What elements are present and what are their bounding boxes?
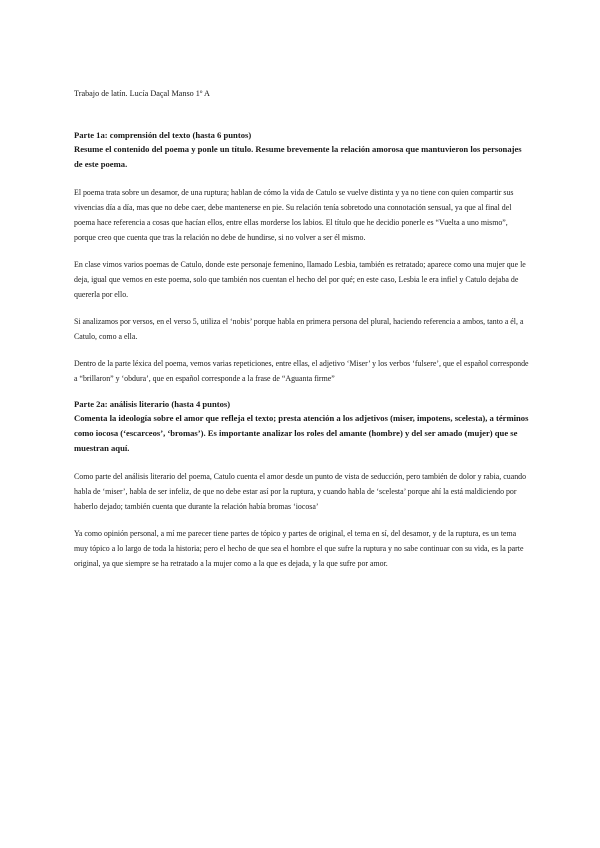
part2-heading: Parte 2a: análisis literario (hasta 4 puntos) bbox=[74, 399, 231, 409]
part2-instruction: Comenta la ideología sobre el amor que refleja el texto; presta atención a los adjetivos (miser, impotens, scelesta), a términos como iocosa (‘escarceos’, ‘bromas’). Es importante analizar los roles del amante (hombre) y del ser amado (mujer) que se muestran aquí. bbox=[74, 413, 529, 453]
part1-paragraph: Si analizamos por versos, en el verso 5, utiliza el ‘nobis’ porque habla en primera persona del plural, haciendo referencia a ambos, tanto a él, a Catulo, como a ella. bbox=[74, 317, 524, 341]
document-header: Trabajo de latín. Lucía Daçal Manso 1º A bbox=[74, 89, 210, 98]
part1-instruction: Resume el contenido del poema y ponle un título. Resume brevemente la relación amorosa que mantuvieron los personajes de este poema. bbox=[74, 144, 522, 169]
document-body bbox=[74, 88, 530, 571]
part1-paragraph: En clase vimos varios poemas de Catulo, donde este personaje femenino, llamado Lesbia, también es retratado; aparece como una mujer que le deja, igual que vemos en este poema, solo que también nos cuentan el hecho del por qué; en este caso, Lesbia le era infiel y Catulo dejaba de quererla por ello. bbox=[74, 260, 526, 299]
part1-paragraph: Dentro de la parte léxica del poema, vemos varias repeticiones, entre ellas, el adjetivo ‘Miser’ y los verbos ‘fulsere’, que el español corresponde a “brillaron” y ‘obdura’, que en español corresponde a la frase de “Aguanta firme” bbox=[74, 359, 529, 383]
part2-paragraph: Ya como opinión personal, a mí me parecer tiene partes de tópico y partes de original, el tema en sí, del desamor, y de la ruptura, es un tema muy tópico a lo largo de toda la historia; pero el hecho de que sea el hombre el que sufre la ruptura y no sabe continuar con su vida, es la parte original, ya que siempre se ha retratado a la mujer como a la que es dejada, y la que sufre por amor. bbox=[74, 529, 524, 568]
part1-paragraph: El poema trata sobre un desamor, de una ruptura; hablan de cómo la vida de Catulo se vuelve distinta y ya no tiene con quien compartir sus vivencias día a día, mas que no debe caer, debe mantenerse en pie. Su relación tenía sobretodo una connotación sensual, ya que al final del poema hace referencia a cosas que hacían ellos, entre ellas morderse los labios. El título que he decidio ponerle es “Vuelta a uno mismo”, porque creo que cuenta que tras la relación no debe de hundirse, si no volver a ser él mismo. bbox=[74, 188, 514, 242]
part2-paragraph: Como parte del análisis literario del poema, Catulo cuenta el amor desde un punto de vista de seducción, pero también de dolor y rabia, cuando habla de ‘miser’, habla de ser infeliz, de que no debe estar así por la ruptura, y cuando habla de ‘scelesta’ porque ahí la está maldiciendo por haberlo dejado; también cuenta que durante la relación había bromas ‘iocosa’ bbox=[74, 472, 527, 511]
part1-heading: Parte 1a: comprensión del texto (hasta 6 puntos) bbox=[74, 130, 252, 140]
